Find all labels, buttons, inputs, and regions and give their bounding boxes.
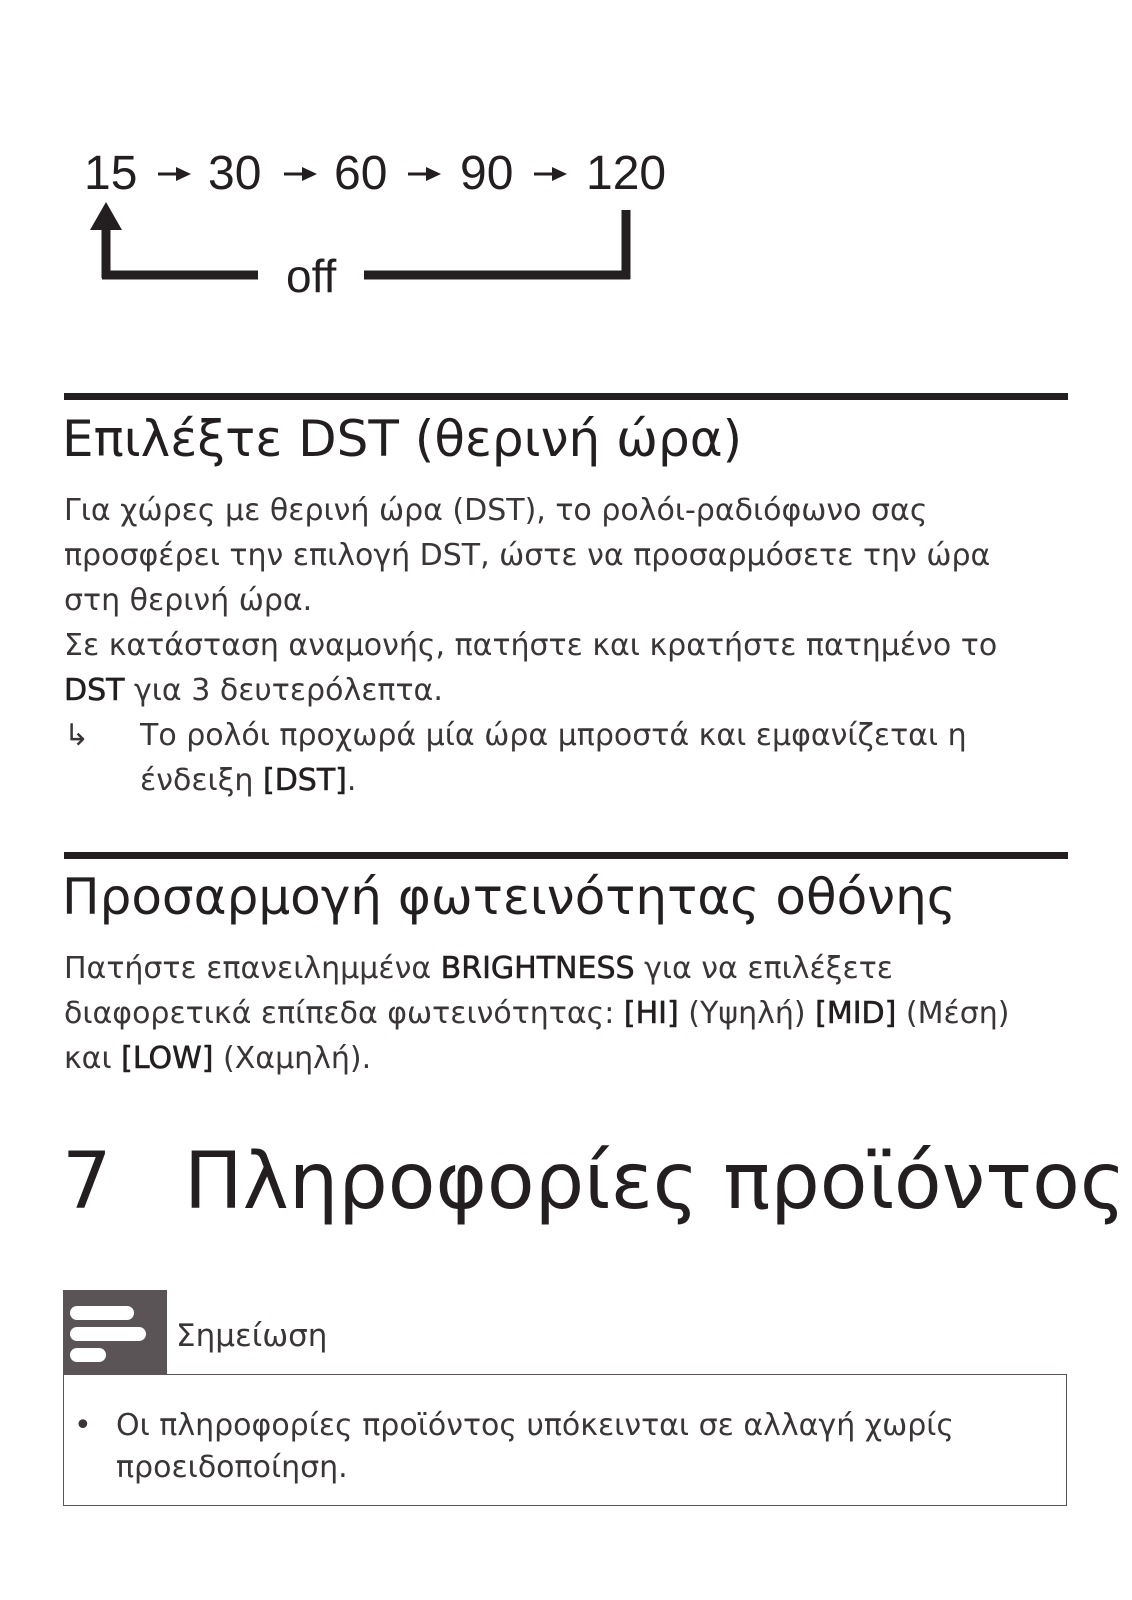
note-item-line: προειδοποίηση.: [116, 1450, 348, 1485]
section-divider: [64, 393, 1068, 400]
timer-value: 120: [586, 147, 667, 200]
brightness-paragraph: [64, 946, 1074, 1081]
note-icon: [63, 1290, 167, 1374]
dst-indicator: [DST]: [262, 763, 347, 798]
off-label: off: [286, 250, 337, 302]
dst-result-prefix: ένδειξη: [140, 763, 263, 798]
timer-value: 15: [84, 147, 138, 200]
dst-paragraph-line: στη θερινή ώρα.: [64, 583, 313, 618]
bullet-icon: •: [74, 1408, 92, 1443]
timer-value: 30: [208, 147, 262, 200]
brightness-line3-prefix: και: [64, 1041, 122, 1076]
note-label: Σημείωση: [176, 1318, 328, 1354]
dst-section-heading: Επιλέξτε DST (θερινή ώρα): [62, 410, 743, 468]
level-low-desc: (Χαμηλή).: [213, 1041, 372, 1076]
section-divider: [64, 852, 1068, 859]
right-arrow-icon: [408, 166, 442, 182]
dst-result-line: Το ρολόι προχωρά μία ώρα μπροστά και εμφανίζεται η: [140, 718, 967, 753]
note-item-text: [116, 1405, 954, 1489]
result-arrow-icon: ↳: [64, 718, 90, 753]
brightness-line-prefix: Πατήστε επανειλημμένα: [64, 951, 441, 986]
timer-value: 90: [460, 147, 514, 200]
level-hi: [HI]: [623, 996, 679, 1031]
dst-result-suffix: .: [346, 763, 357, 798]
return-arrow-head: [90, 202, 122, 230]
dst-paragraph-line: Για χώρες με θερινή ώρα (DST), το ρολόι-ραδιόφωνο σας: [64, 493, 928, 528]
brightness-line-suffix: για να επιλέξετε: [634, 951, 893, 986]
level-hi-desc: (Υψηλή): [678, 996, 816, 1031]
right-arrow-icon: [158, 166, 192, 182]
level-low: [LOW]: [121, 1041, 214, 1076]
dst-instruction-line: Σε κατάσταση αναμονής, πατήστε και κρατήστε πατημένο το: [64, 628, 998, 663]
note-item-line: Οι πληροφορίες προϊόντος υπόκεινται σε αλλαγή χωρίς: [116, 1408, 954, 1443]
level-mid-desc: (Μέση): [896, 996, 1010, 1031]
brightness-levels-prefix: διαφορετικά επίπεδα φωτεινότητας:: [64, 996, 624, 1031]
timer-value: 60: [334, 147, 388, 200]
right-arrow-icon: [284, 166, 318, 182]
sleep-timer-cycle-diagram: [60, 130, 700, 310]
brightness-section-heading: Προσαρμογή φωτεινότητας οθόνης: [62, 868, 957, 926]
dst-instruction-rest: για 3 δευτερόλεπτα.: [124, 673, 443, 708]
chapter-number: 7: [62, 1137, 112, 1227]
chapter-title: Πληροφορίες προϊόντος: [184, 1137, 1126, 1227]
dst-button-name: DST: [64, 673, 125, 708]
dst-paragraph-line: προσφέρει την επιλογή DST, ώστε να προσαρμόσετε την ώρα: [64, 538, 991, 573]
right-arrow-icon: [534, 166, 568, 182]
level-mid: [MID]: [815, 996, 897, 1031]
brightness-button-name: BRIGHTNESS: [440, 951, 635, 986]
dst-result-text: [140, 713, 967, 803]
dst-paragraph: [64, 488, 1074, 713]
